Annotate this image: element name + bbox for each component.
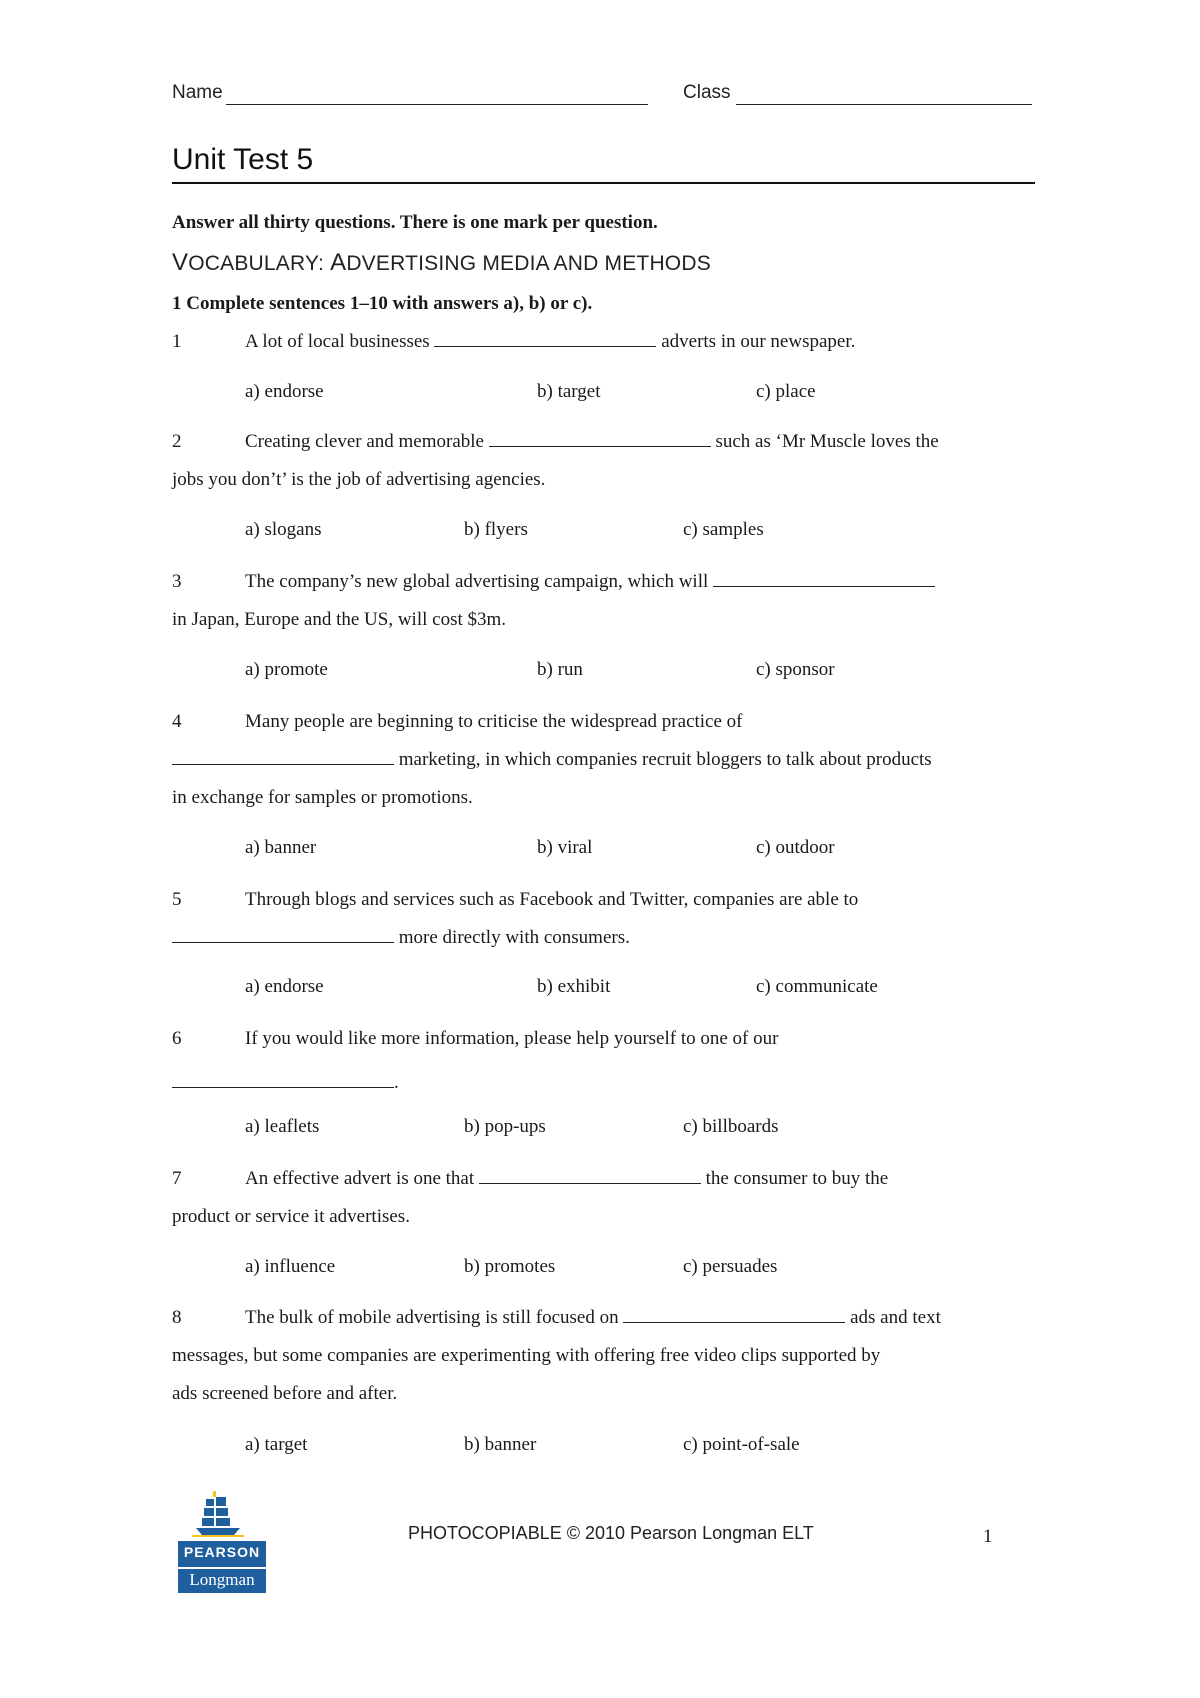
option-b[interactable]: b) flyers	[464, 519, 528, 540]
question-text: product or service it advertises.	[172, 1206, 410, 1227]
section-heading	[172, 249, 711, 277]
section-heading-initial: V	[172, 249, 189, 276]
instructions: Answer all thirty questions. There is one mark per question.	[172, 212, 658, 233]
option-b[interactable]: b) target	[537, 381, 601, 402]
question-text: in Japan, Europe and the US, will cost $3m.	[172, 609, 507, 630]
option-c[interactable]: c) samples	[683, 519, 764, 540]
question-text: jobs you don’t’ is the job of advertising agencies.	[172, 469, 546, 490]
answer-blank[interactable]	[713, 585, 935, 587]
option-a[interactable]: a) banner	[245, 837, 317, 858]
question-2	[172, 423, 1032, 499]
question-text: The company’s new global advertising campaign, which will	[245, 571, 709, 592]
option-a[interactable]: a) leaflets	[245, 1116, 320, 1137]
answer-blank[interactable]	[172, 763, 394, 765]
question-4	[172, 703, 1032, 817]
option-c[interactable]: c) billboards	[683, 1116, 779, 1137]
section-heading-part: DVERTISING MEDIA AND METHODS	[346, 252, 711, 275]
answer-blank[interactable]	[489, 445, 711, 447]
option-a[interactable]: a) endorse	[245, 381, 324, 402]
option-a[interactable]: a) endorse	[245, 976, 324, 997]
logo-text-bottom: Longman	[189, 1570, 255, 1589]
option-c[interactable]: c) communicate	[756, 976, 878, 997]
question-number: 3	[172, 571, 182, 592]
answer-blank[interactable]	[172, 1086, 394, 1088]
question-text: Many people are beginning to criticise the widespread practice of	[245, 711, 743, 732]
option-a[interactable]: a) influence	[245, 1256, 336, 1277]
question-number: 2	[172, 431, 182, 452]
question-6	[172, 1020, 1032, 1102]
question-text: .	[394, 1072, 399, 1093]
option-a[interactable]: a) target	[245, 1434, 308, 1455]
question-number: 6	[172, 1028, 182, 1049]
question-number: 5	[172, 889, 182, 910]
option-b[interactable]: b) run	[537, 659, 583, 680]
option-c[interactable]: c) place	[756, 381, 816, 402]
question-text: ads screened before and after.	[172, 1383, 398, 1404]
question-text: adverts in our newspaper.	[661, 331, 856, 352]
question-8	[172, 1299, 1032, 1413]
page-number: 1	[983, 1526, 993, 1547]
pearson-longman-logo	[178, 1489, 266, 1593]
title-divider	[172, 182, 1035, 184]
question-text: the consumer to buy the	[705, 1168, 889, 1189]
question-7	[172, 1160, 1032, 1236]
question-text: in exchange for samples or promotions.	[172, 787, 473, 808]
class-field-line[interactable]	[736, 104, 1032, 105]
task-instruction: 1 Complete sentences 1–10 with answers a), b) or c).	[172, 293, 593, 314]
option-b[interactable]: b) promotes	[464, 1256, 556, 1277]
option-a[interactable]: a) slogans	[245, 519, 322, 540]
name-label: Name	[172, 82, 223, 103]
section-heading-initial: A	[330, 249, 347, 276]
question-3	[172, 563, 1032, 639]
question-text: Creating clever and memorable	[245, 431, 484, 452]
question-text: more directly with consumers.	[398, 927, 630, 948]
option-b[interactable]: b) pop-ups	[464, 1116, 546, 1137]
page-title: Unit Test 5	[172, 143, 314, 176]
question-text: Through blogs and services such as Facebook and Twitter, companies are able to	[245, 889, 859, 910]
question-5	[172, 881, 1032, 957]
question-text: marketing, in which companies recruit bloggers to talk about products	[398, 749, 932, 770]
option-a[interactable]: a) promote	[245, 659, 328, 680]
question-text: The bulk of mobile advertising is still focused on	[245, 1307, 619, 1328]
answer-blank[interactable]	[623, 1321, 845, 1323]
question-number: 8	[172, 1307, 182, 1328]
logo-text-top: PEARSON	[183, 1544, 261, 1560]
section-heading-part: OCABULARY:	[188, 252, 331, 275]
question-number: 1	[172, 331, 182, 352]
question-number: 4	[172, 711, 182, 732]
question-text: messages, but some companies are experimenting with offering free video clips supported by	[172, 1345, 881, 1366]
class-label: Class	[683, 82, 731, 103]
answer-blank[interactable]	[172, 941, 394, 943]
question-text: An effective advert is one that	[245, 1168, 475, 1189]
question-number: 7	[172, 1168, 182, 1189]
question-text: If you would like more information, please help yourself to one of our	[245, 1028, 779, 1049]
copyright-footer: PHOTOCOPIABLE © 2010 Pearson Longman ELT	[408, 1523, 814, 1543]
option-c[interactable]: c) sponsor	[756, 659, 835, 680]
option-b[interactable]: b) banner	[464, 1434, 537, 1455]
option-b[interactable]: b) viral	[537, 837, 593, 858]
answer-blank[interactable]	[434, 345, 656, 347]
question-text: A lot of local businesses	[245, 331, 430, 352]
question-1	[172, 323, 1032, 361]
option-b[interactable]: b) exhibit	[537, 976, 611, 997]
question-text: ads and text	[850, 1307, 941, 1328]
option-c[interactable]: c) point-of-sale	[683, 1434, 800, 1455]
question-text: such as ‘Mr Muscle loves the	[715, 431, 939, 452]
name-field-line[interactable]	[226, 104, 648, 105]
option-c[interactable]: c) persuades	[683, 1256, 778, 1277]
option-c[interactable]: c) outdoor	[756, 837, 835, 858]
answer-blank[interactable]	[479, 1182, 701, 1184]
